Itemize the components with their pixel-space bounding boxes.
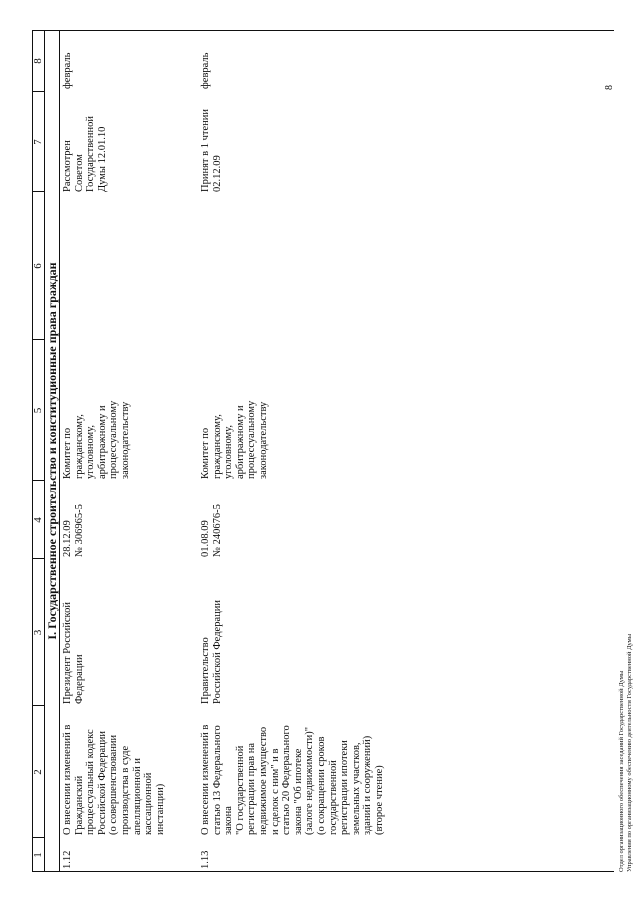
bill-author: Правительство Российской Федерации bbox=[200, 600, 223, 704]
column-header: 6 bbox=[32, 263, 44, 269]
bill-table bbox=[32, 30, 614, 872]
section-title: I. Государственное строительство и конституционные права граждан bbox=[45, 262, 59, 640]
bill-author: Президент Российской Федерации bbox=[62, 602, 85, 704]
page-number: 8 bbox=[604, 85, 615, 90]
column-header: 3 bbox=[32, 629, 44, 636]
bill-month: февраль bbox=[200, 52, 211, 89]
column-header: 7 bbox=[32, 139, 44, 145]
row-number: 1.13 bbox=[200, 850, 211, 869]
bill-registration: 01.08.09 № 240676-5 bbox=[200, 504, 223, 557]
column-header: 2 bbox=[32, 769, 44, 775]
footer-line: Управления по организационному обеспечению деятельности Государственной Думы bbox=[626, 633, 633, 872]
column-header: 8 bbox=[32, 58, 44, 64]
footer-line: Отдел организационного обеспечения заседаний Государственной Думы bbox=[618, 670, 625, 872]
column-header: 5 bbox=[32, 407, 44, 414]
row-number: 1.12 bbox=[62, 850, 73, 869]
table-border-left bbox=[32, 871, 614, 872]
bill-month: февраль bbox=[62, 52, 73, 89]
bill-committee: Комитет по гражданскому, уголовному, арбитражному и процессуальному законодательству bbox=[62, 400, 131, 479]
section-divider bbox=[59, 30, 60, 872]
column-header: 1 bbox=[32, 852, 44, 858]
bill-registration: 28.12.09 № 306965-5 bbox=[62, 504, 85, 557]
bill-status: Принят в 1 чтении 02.12.09 bbox=[200, 109, 223, 192]
bill-status: Рассмотрен Советом Государственной Думы 12.01.10 bbox=[62, 116, 108, 192]
bill-title: О внесении изменений в Гражданский процессуальный кодекс Российской Федерации (о совершенствовании производства в суде апелляционной и кассационной инстанции) bbox=[62, 724, 166, 835]
bill-committee: Комитет по гражданскому, уголовному, арбитражному и процессуальному законодательству bbox=[200, 400, 269, 479]
bill-title: О внесении изменений в статью 13 Федерального закона "О государственной регистрации прав на недвижимое имущество и сделок с ним" и в статью 20 Федерального закона "Об ипотеке (залоге недвижимости)" (о сокращении сроков государственной регистрации ипотеки земельных участков, зданий и сооружений) (второе чтение) bbox=[200, 724, 385, 835]
column-header: 4 bbox=[32, 517, 44, 523]
table-border-right bbox=[32, 30, 614, 31]
